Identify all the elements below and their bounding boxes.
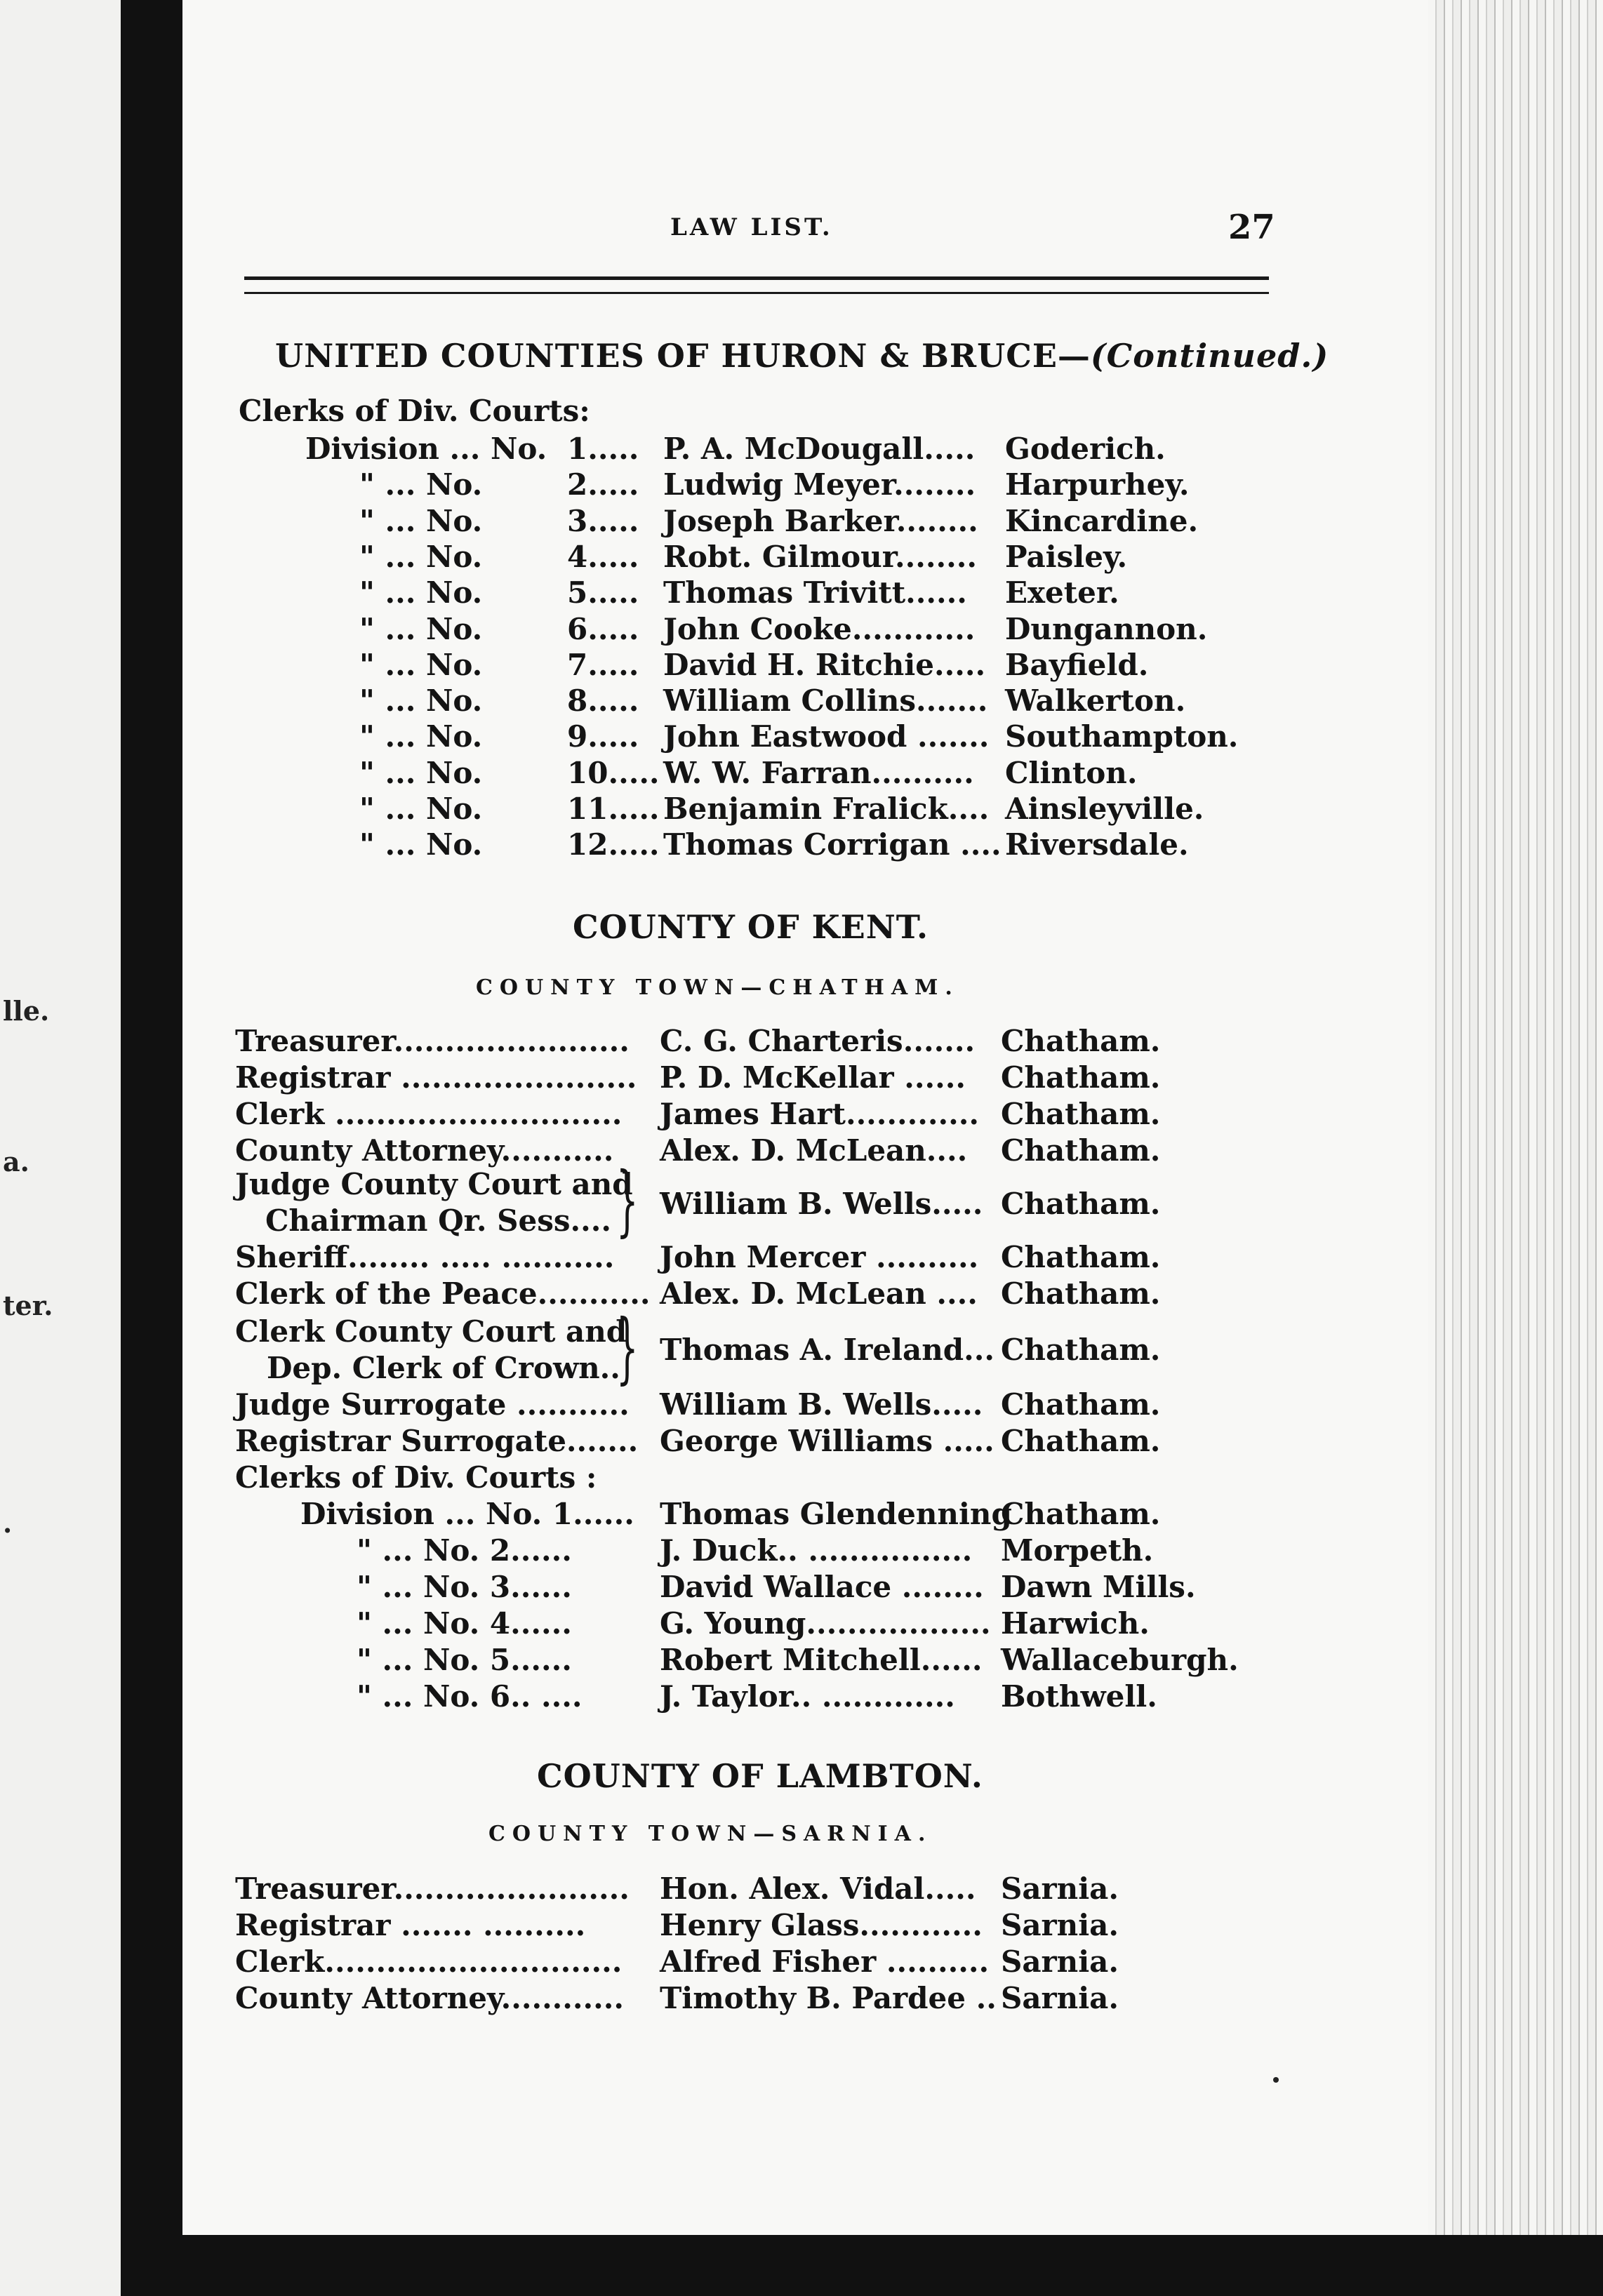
division-label: " ... No. 6.. .... [357,1679,583,1714]
division-label: " ... No. [359,792,483,826]
scan-border [182,2235,1603,2296]
division-number: 3..... [567,504,639,538]
clerk-name: Benjamin Fralick.... [663,792,990,826]
clerk-name: W. W. Farran.......... [663,756,974,790]
clerks-heading: Clerks of Div. Courts: [239,394,590,428]
page-edges [1428,0,1603,2235]
clerk-place: Bothwell. [1001,1679,1157,1714]
officer-name: John Mercer .......... [660,1240,979,1274]
division-label: Division ... No. [305,432,547,466]
clerk-name: Thomas Trivitt...... [663,575,967,610]
clerk-name: Thomas Corrigan .... [663,827,1002,862]
ink-speck [1273,2077,1279,2083]
clerk-name: David H. Ritchie..... [663,648,986,682]
clerk-role-line: Dep. Clerk of Crown.. [267,1351,620,1385]
officer-place: Sarnia. [1001,1871,1119,1906]
clerk-place: Harwich. [1001,1606,1150,1641]
officer-name: James Hart............. [660,1097,980,1131]
officer-name: Alex. D. McLean.... [660,1133,968,1168]
brace-symbol: } [616,1155,639,1245]
continued-label: (Continued.) [1090,337,1329,375]
division-label: " ... No. 2...... [357,1533,572,1568]
officer-place: Sarnia. [1001,1908,1119,1942]
clerk-name: John Eastwood ....... [663,719,990,754]
division-number: 11..... [567,792,660,826]
division-label: " ... No. [359,467,483,502]
officer-role: Treasurer....................... [235,1871,630,1906]
officer-place: Chatham. [1001,1024,1161,1058]
officer-place: Chatham. [1001,1240,1161,1274]
division-label: " ... No. [359,756,483,790]
division-number: 1..... [567,432,639,466]
clerk-name: J. Duck.. ................ [660,1533,973,1568]
left-page-fragment: ter. [3,1290,53,1321]
clerk-place: Harpurhey. [1005,467,1190,502]
judge-place: Chatham. [1001,1187,1161,1221]
officer-name: Timothy B. Pardee .. [660,1981,997,2015]
division-label: " ... No. [359,827,483,862]
division-label: " ... No. [359,612,483,646]
running-header: LAW LIST. [670,213,833,241]
book-page [182,0,1428,2235]
clerk-place: Riversdale. [1005,827,1189,862]
division-label: " ... No. 5...... [357,1643,572,1677]
officer-role: Registrar ....................... [235,1060,637,1095]
officer-name: Alex. D. McLean .... [660,1276,978,1311]
clerk-place: Dungannon. [1005,612,1208,646]
clerk-place: Ainsleyville. [1005,792,1204,826]
judge-role-line: Judge County Court and [235,1167,633,1201]
clerk-place: Chatham. [1001,1333,1161,1367]
section-title-kent: COUNTY OF KENT. [573,908,929,946]
clerk-name: G. Young.................. [660,1606,991,1641]
clerk-name: David Wallace ........ [660,1570,984,1604]
officer-name: Alfred Fisher .......... [660,1944,990,1979]
officer-place: Chatham. [1001,1424,1161,1458]
brace-symbol: } [616,1302,639,1392]
clerk-name: Thomas A. Ireland... [660,1333,995,1367]
clerk-name: P. A. McDougall..... [663,432,976,466]
division-label: " ... No. 3...... [357,1570,572,1604]
division-label: " ... No. [359,504,483,538]
officer-name: Hon. Alex. Vidal..... [660,1871,976,1906]
clerks-heading: Clerks of Div. Courts : [235,1460,597,1495]
division-label: " ... No. [359,540,483,574]
officer-place: Chatham. [1001,1387,1161,1422]
adjacent-page-edge [0,0,121,2296]
officer-name: P. D. McKellar ...... [660,1060,966,1095]
clerk-place: Chatham. [1001,1497,1161,1531]
officer-name: Henry Glass............ [660,1908,983,1942]
clerk-place: Paisley. [1005,540,1128,574]
page-number: 27 [1228,208,1275,247]
left-page-fragment: a. [3,1146,29,1177]
clerk-name: Robt. Gilmour........ [663,540,977,574]
officer-role: Registrar ....... .......... [235,1908,586,1942]
officer-role: Clerk............................. [235,1944,623,1979]
book-gutter [121,0,182,2296]
clerk-name: J. Taylor.. ............. [660,1679,955,1714]
clerk-name: John Cooke............ [663,612,976,646]
left-page-fragment: . [3,1507,13,1539]
division-number: 6..... [567,612,639,646]
division-number: 5..... [567,575,639,610]
division-label: Division ... No. 1...... [300,1497,634,1531]
officer-name: George Williams ..... [660,1424,995,1458]
judge-role-line: Chairman Qr. Sess.... [265,1203,612,1238]
section-title-huron-bruce [275,337,1329,375]
officer-role: County Attorney........... [235,1133,614,1168]
header-rule [244,292,1269,294]
clerk-place: Walkerton. [1005,683,1186,718]
county-town-lambton: COUNTY TOWN—SARNIA. [488,1822,933,1846]
officer-place: Sarnia. [1001,1981,1119,2015]
clerk-place: Bayfield. [1005,648,1149,682]
division-number: 8..... [567,683,639,718]
division-label: " ... No. 4...... [357,1606,572,1641]
clerk-place: Wallaceburgh. [1001,1643,1239,1677]
officer-name: William B. Wells..... [660,1387,983,1422]
officer-role: Clerk of the Peace........... [235,1276,651,1311]
division-label: " ... No. [359,683,483,718]
clerk-name: Ludwig Meyer........ [663,467,976,502]
header-rule [244,276,1269,280]
division-number: 7..... [567,648,639,682]
clerk-name: William Collins....... [663,683,988,718]
division-label: " ... No. [359,648,483,682]
division-number: 2..... [567,467,639,502]
section-title-text: UNITED COUNTIES OF HURON & BRUCE— [275,337,1091,375]
division-number: 4..... [567,540,639,574]
officer-place: Sarnia. [1001,1944,1119,1979]
clerk-role-line: Clerk County Court and [235,1314,627,1349]
division-number: 12..... [567,827,660,862]
officer-role: Judge Surrogate ........... [235,1387,630,1422]
clerk-name: Robert Mitchell...... [660,1643,983,1677]
officer-role: County Attorney............ [235,1981,625,2015]
division-label: " ... No. [359,719,483,754]
clerk-name: Thomas Glendenning [660,1497,1012,1531]
officer-role: Registrar Surrogate....... [235,1424,639,1458]
officer-place: Chatham. [1001,1060,1161,1095]
division-number: 9..... [567,719,639,754]
clerk-place: Goderich. [1005,432,1166,466]
judge-name: William B. Wells..... [660,1187,983,1221]
clerk-place: Kincardine. [1005,504,1199,538]
officer-place: Chatham. [1001,1133,1161,1168]
division-number: 10..... [567,756,660,790]
left-page-fragment: lle. [3,995,50,1027]
clerk-place: Exeter. [1005,575,1119,610]
officer-place: Chatham. [1001,1097,1161,1131]
clerk-name: Joseph Barker........ [663,504,978,538]
clerk-place: Morpeth. [1001,1533,1154,1568]
officer-place: Chatham. [1001,1276,1161,1311]
division-label: " ... No. [359,575,483,610]
clerk-place: Clinton. [1005,756,1138,790]
county-town-kent: COUNTY TOWN—CHATHAM. [476,975,959,1000]
clerk-place: Southampton. [1005,719,1239,754]
officer-role: Treasurer....................... [235,1024,630,1058]
clerk-place: Dawn Mills. [1001,1570,1196,1604]
officer-role: Clerk ............................ [235,1097,623,1131]
section-title-lambton: COUNTY OF LAMBTON. [537,1757,983,1795]
officer-role: Sheriff........ ..... ........... [235,1240,615,1274]
officer-name: C. G. Charteris....... [660,1024,976,1058]
